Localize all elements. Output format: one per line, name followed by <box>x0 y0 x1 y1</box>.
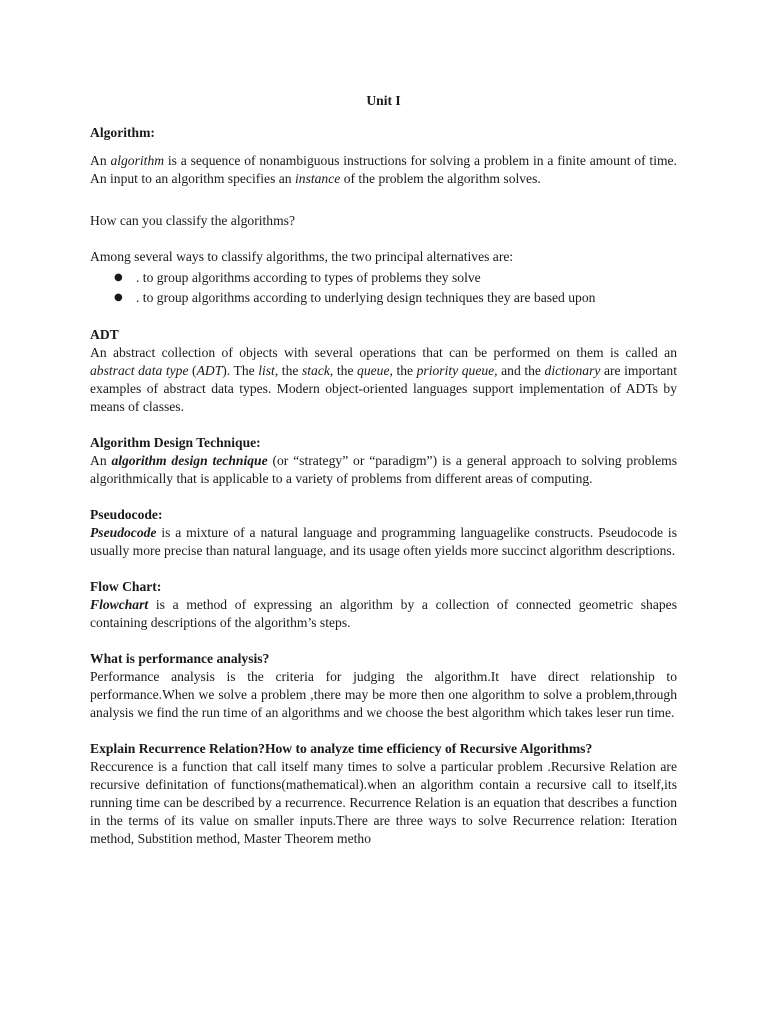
performance-heading: What is performance analysis? <box>90 651 270 666</box>
algorithm-heading: Algorithm: <box>90 125 155 140</box>
queue-term: queue <box>357 363 390 378</box>
design-technique-term: algorithm design technique <box>111 453 268 468</box>
flowchart-text: is a method of expressing an algorithm by a collection of connected geometric shapes containing descriptions of the algorithm’s steps. <box>90 597 677 630</box>
design-text: An <box>90 453 112 468</box>
list-item <box>90 268 677 288</box>
flowchart-heading: Flow Chart: <box>90 579 162 594</box>
instance-term: instance <box>295 171 341 186</box>
adt-text: are important examples of abstract data types. Modern object-oriented languages support implementation of ADTs by means of classes. <box>90 363 677 414</box>
adt-text: , the <box>389 363 417 378</box>
adt-term: abstract data type <box>90 363 189 378</box>
algorithm-term: algorithm <box>110 153 165 168</box>
algorithm-definition <box>90 152 677 188</box>
list-item-text: . to group algorithms according to underlying design techniques they are based upon <box>136 290 596 305</box>
bullet-icon: ● <box>114 272 123 283</box>
page-title: Unit I <box>366 93 401 108</box>
pseudocode-text: is a mixture of a natural language and programming languagelike constructs. Pseudocode is usually more precise than natural language, and its usage often yields more succinct algorithm descriptions. <box>90 525 677 558</box>
design-technique-heading: Algorithm Design Technique: <box>90 435 261 450</box>
recurrence-text: Reccurence is a function that call itself many times to solve a particular problem .Recursive Relation are recursive definitation of functions(mathematical).when an algorithm contain a recursive call to itself,its running time can be described by a recurrence. Recurrence Relation is an equation that describes a function in the terms of its value on smaller inputs.There are three ways to solve Recurrence relation: Iteration method, Substition method, Master Theorem metho <box>90 759 677 846</box>
classify-list <box>90 268 677 308</box>
adt-text: , the <box>329 363 358 378</box>
stack-term: stack <box>301 363 330 378</box>
flowchart-definition <box>90 596 677 632</box>
adt-text: An abstract collection of objects with several operations that can be performed on them is called an <box>90 345 677 360</box>
flowchart-term: Flowchart <box>90 597 149 612</box>
performance-text: Performance analysis is the criteria for judging the algorithm.It have direct relationship to performance.When we solve a problem ,there may be more then one algorithm to solve a problem,through analysis we find the run time of an algorithms and we choose the best algorithm which takes leser run time. <box>90 669 677 720</box>
pseudocode-term: Pseudocode <box>90 525 157 540</box>
classify-question: How can you classify the algorithms? <box>90 213 295 228</box>
adt-text: ). The <box>222 363 259 378</box>
adt-definition <box>90 344 677 416</box>
pseudocode-heading: Pseudocode: <box>90 507 163 522</box>
priority-queue-term: priority queue, <box>416 363 498 378</box>
list-item <box>90 288 677 308</box>
classify-intro: Among several ways to classify algorithms, the two principal alternatives are: <box>90 249 514 264</box>
pseudocode-definition <box>90 524 677 560</box>
list-term: list <box>258 363 275 378</box>
adt-heading: ADT <box>90 327 119 342</box>
bullet-icon: ● <box>114 292 123 303</box>
design-technique-definition <box>90 452 677 488</box>
design-text: (or “strategy” or “paradigm”) is a general approach to solving problems algorithmically that is applicable to a variety of problems from different areas of computing. <box>90 453 677 486</box>
document-page <box>90 92 677 848</box>
list-item-text: . to group algorithms according to types of problems they solve <box>136 270 481 285</box>
dictionary-term: dictionary <box>544 363 601 378</box>
algorithm-text-1: An <box>90 153 111 168</box>
adt-text: , the <box>274 363 302 378</box>
recurrence-heading: Explain Recurrence Relation?How to analyze time efficiency of Recursive Algorithms? <box>90 741 593 756</box>
algorithm-text-2: is a sequence of nonambiguous instructions for solving a problem in a finite amount of time. An input to an algorithm specifies an <box>90 153 677 186</box>
algorithm-text-3: of the problem the algorithm solves. <box>340 171 541 186</box>
adt-text: ( <box>188 363 197 378</box>
adt-abbr: ADT <box>196 363 223 378</box>
adt-text: and the <box>497 363 545 378</box>
